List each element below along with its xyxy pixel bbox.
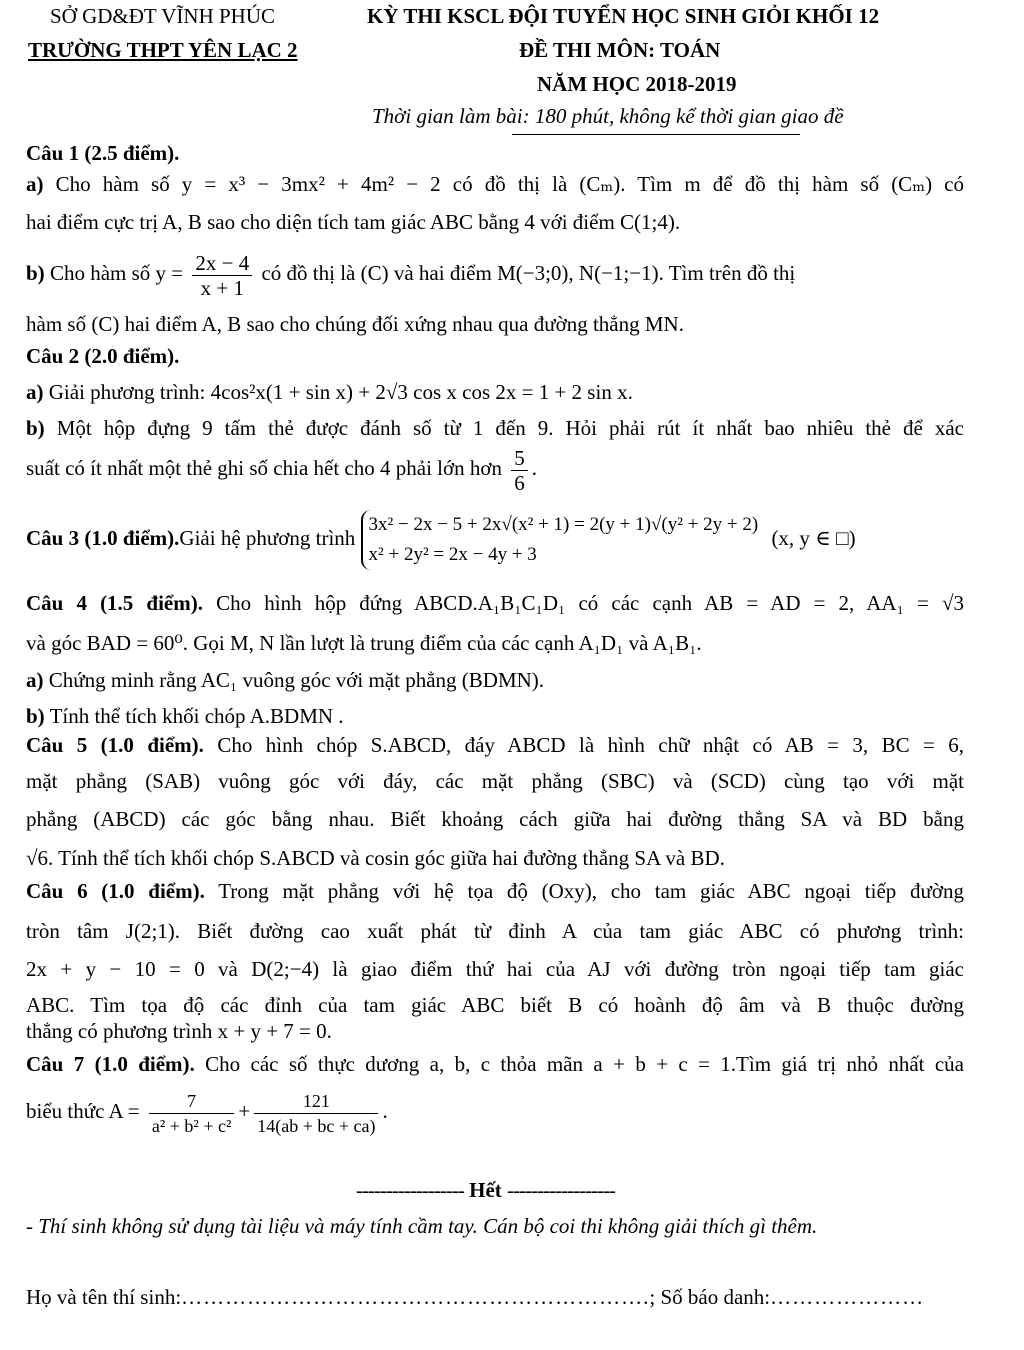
q1-b-pre: Cho hàm số y = <box>49 261 184 285</box>
school-department: SỞ GD&ĐT VĨNH PHÚC <box>50 4 276 28</box>
q5-title: Câu 5 (1.0 điểm). <box>26 733 204 757</box>
q2-b-denominator: 6 <box>514 470 525 495</box>
exam-year: NĂM HỌC 2018-2019 <box>537 72 737 96</box>
q2-a-text: Giải phương trình: 4cos²x(1 + sin x) + 2√3 cos x cos 2x = 1 + 2 sin x. <box>48 380 633 404</box>
q1-b-post: có đồ thị là (C) và hai điểm M(−3;0), N(−1;−1). Tìm trên đồ thị <box>261 261 796 285</box>
q6-line2: tròn tâm J(2;1). Biết đường cao xuất phát từ đỉnh A của tam giác ABC có phương trình: <box>26 919 964 943</box>
q5-line3: phẳng (ABCD) các góc bằng nhau. Biết khoảng cách giữa hai đường thẳng SA và BD bằng <box>26 807 964 831</box>
q3-domain: (x, y ∈ □) <box>771 526 856 550</box>
q2-b-fraction <box>511 446 528 495</box>
school-name: TRƯỜNG THPT YÊN LẠC 2 <box>28 38 298 62</box>
q3-eq1: 3x² − 2x − 5 + 2x√(x² + 1) = 2(y + 1)√(y² + 2y + 2) <box>368 514 759 536</box>
q4-text1: Cho hình hộp đứng ABCD.A₁B₁C₁D₁ có các cạnh AB = AD = 2, AA₁ = √3 <box>216 591 965 615</box>
q4-a-label: a) <box>26 668 44 692</box>
q6-line3: 2x + y − 10 = 0 và D(2;−4) là giao điểm thứ hai của AJ với đường tròn ngoại tiếp tam giác <box>26 957 964 981</box>
q2-b-line1 <box>26 415 964 441</box>
q7-pre: biểu thức A = <box>26 1099 140 1123</box>
q1-a-line2: hai điểm cực trị A, B sao cho diện tích tam giác ABC bằng 4 với điểm C(1;4). <box>26 210 681 234</box>
q7-f1-denominator: a² + b² + c² <box>151 1115 232 1136</box>
q3-line <box>26 506 964 570</box>
candidate-sbd-label: ; Số báo danh: <box>649 1285 771 1309</box>
end-word: Hết <box>469 1178 502 1202</box>
q1-title: Câu 1 (2.5 điểm). <box>26 141 180 165</box>
q2-b-line2 <box>26 440 964 496</box>
q6-text1: Trong mặt phẳng với hệ tọa độ (Oxy), cho tam giác ABC ngoại tiếp đường <box>218 879 965 903</box>
q2-b-end: . <box>531 456 537 480</box>
end-dashes-right: ------------------ <box>507 1178 615 1202</box>
q7-plus: + <box>238 1099 251 1123</box>
q7-end: . <box>382 1099 388 1123</box>
q2-b-numerator: 5 <box>511 446 528 471</box>
q1-b-label: b) <box>26 261 45 285</box>
q2-a-label: a) <box>26 380 44 404</box>
q6-line4: ABC. Tìm tọa độ các đỉnh của tam giác ABC biết B có hoành độ âm và B thuộc đường <box>26 993 964 1017</box>
candidate-sbd-dots: ………………… <box>770 1285 925 1309</box>
time-underline <box>512 134 800 135</box>
q7-f1-numerator: 7 <box>149 1089 234 1114</box>
q2-b-label: b) <box>26 416 45 440</box>
q5-line1 <box>26 732 964 758</box>
q7-f2-numerator: 121 <box>254 1089 378 1114</box>
q4-line1 <box>26 590 964 616</box>
q3-system <box>361 510 759 570</box>
q3-eq2: x² + 2y² = 2x − 4y + 3 <box>368 544 537 566</box>
q5-text1: Cho hình chóp S.ABCD, đáy ABCD là hình chữ nhật có AB = 3, BC = 6, <box>217 733 965 757</box>
footer-note: - Thí sinh không sử dụng tài liệu và máy tính cầm tay. Cán bộ coi thi không giải thích gì thêm. <box>26 1214 818 1238</box>
q4-a-line <box>26 667 964 693</box>
q2-b-text2: suất có ít nhất một thẻ ghi số chia hết cho 4 phải lớn hơn <box>26 456 502 480</box>
q5-line2: mặt phẳng (SAB) vuông góc với đáy, các mặt phẳng (SBC) và (SCD) cùng tạo với mặt <box>26 769 964 793</box>
q1-b-line1 <box>26 245 964 301</box>
q2-b-text1: Một hộp đựng 9 tấm thẻ được đánh số từ 1 đến 9. Hỏi phải rút ít nhất bao nhiêu thẻ để xác <box>56 416 964 440</box>
q4-b-label: b) <box>26 704 45 728</box>
q1-a-text1: Cho hàm số y = x³ − 3mx² + 4m² − 2 có đồ thị là (Cₘ). Tìm m để đồ thị hàm số (Cₘ) có <box>55 172 965 196</box>
exam-title: KỲ THI KSCL ĐỘI TUYỂN HỌC SINH GIỎI KHỐI 12 <box>367 4 880 28</box>
q1-a-line1 <box>26 171 964 197</box>
q3-text: Giải hệ phương trình <box>179 526 356 550</box>
q5-line4: √6. Tính thể tích khối chóp S.ABCD và cosin góc giữa hai đường thẳng SA và BD. <box>26 846 725 870</box>
q7-text1: Cho các số thực dương a, b, c thỏa mãn a + b + c = 1.Tìm giá trị nhỏ nhất của <box>205 1052 964 1076</box>
q2-title: Câu 2 (2.0 điểm). <box>26 344 180 368</box>
q1-b-denominator: x + 1 <box>200 275 244 300</box>
q2-a-line <box>26 379 964 405</box>
q7-fraction1 <box>149 1089 234 1138</box>
q4-title: Câu 4 (1.5 điểm). <box>26 591 203 615</box>
q1-a-label: a) <box>26 172 44 196</box>
q7-fraction2 <box>254 1089 378 1138</box>
end-dashes-left: ------------------ <box>356 1178 464 1202</box>
exam-time: Thời gian làm bài: 180 phút, không kể thời gian giao đề <box>372 104 844 128</box>
candidate-line <box>26 1285 924 1310</box>
q3-title: Câu 3 (1.0 điểm). <box>26 526 180 550</box>
q7-title: Câu 7 (1.0 điểm). <box>26 1052 195 1076</box>
q7-line2 <box>26 1082 964 1140</box>
q6-line5: thẳng có phương trình x + y + 7 = 0. <box>26 1019 332 1043</box>
q6-line1 <box>26 878 964 904</box>
candidate-name-dots: ………………………………………………………. <box>181 1285 650 1309</box>
end-marker <box>356 1178 615 1203</box>
q1-b-fraction <box>192 251 252 300</box>
exam-subject: ĐỀ THI MÔN: TOÁN <box>519 38 721 62</box>
q7-line1 <box>26 1051 964 1077</box>
q1-b-line2: hàm số (C) hai điểm A, B sao cho chúng đối xứng nhau qua đường thẳng MN. <box>26 312 684 336</box>
q4-b-text: Tính thể tích khối chóp A.BDMN . <box>49 704 344 728</box>
candidate-name-label: Họ và tên thí sinh: <box>26 1285 182 1309</box>
q4-b-line <box>26 703 964 729</box>
q6-title: Câu 6 (1.0 điểm). <box>26 879 205 903</box>
q4-line2: và góc BAD = 60⁰. Gọi M, N lần lượt là trung điểm của các cạnh A₁D₁ và A₁B₁. <box>26 631 702 655</box>
q7-f2-denominator: 14(ab + bc + ca) <box>257 1115 376 1136</box>
q1-b-numerator: 2x − 4 <box>192 251 252 276</box>
q4-a-text: Chứng minh rằng AC₁ vuông góc với mặt phẳng (BDMN). <box>48 668 545 692</box>
